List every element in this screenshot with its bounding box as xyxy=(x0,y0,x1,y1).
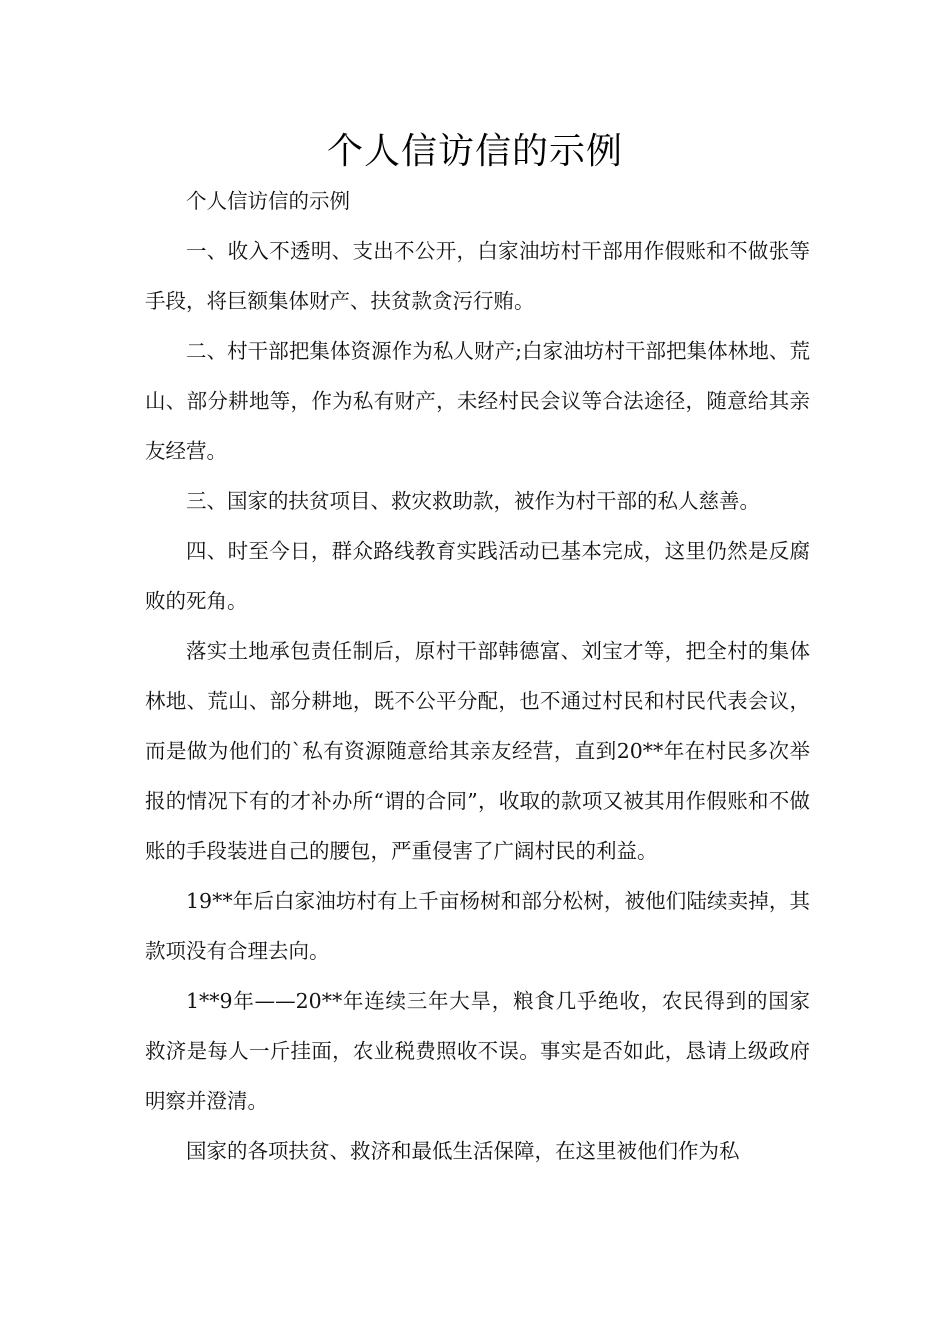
paragraph-item-2: 二、村干部把集体资源作为私人财产;白家油坊村干部把集体林地、荒山、部分耕地等，作为私有财产，未经村民会议等合法途径，随意给其亲友经营。 xyxy=(145,339,810,463)
paragraph-trees: 19**年后白家油坊村有上千亩杨树和部分松树，被他们陆续卖掉，其款项没有合理去向。 xyxy=(145,889,810,963)
paragraph-item-1: 一、收入不透明、支出不公开，白家油坊村干部用作假账和不做张等手段，将巨额集体财产、扶贫款贪污行贿。 xyxy=(145,239,810,313)
paragraph-drought: 1**9年——20**年连续三年大旱，粮食几乎绝收，农民得到的国家救济是每人一斤挂面，农业税费照收不误。事实是否如此，恳请上级政府明察并澄清。 xyxy=(145,989,810,1113)
paragraph-item-4: 四、时至今日，群众路线教育实践活动已基本完成，这里仍然是反腐败的死角。 xyxy=(145,539,810,613)
paragraph-subtitle: 个人信访信的示例 xyxy=(186,189,350,213)
paragraph-item-3: 三、国家的扶贫项目、救灾救助款，被作为村干部的私人慈善。 xyxy=(186,489,760,513)
document-body xyxy=(145,176,810,1176)
document-title: 个人信访信的示例 xyxy=(326,131,623,172)
paragraph-relief: 国家的各项扶贫、救济和最低生活保障，在这里被他们作为私 xyxy=(186,1139,740,1163)
paragraph-land-contract: 落实土地承包责任制后，原村干部韩德富、刘宝才等，把全村的集体林地、荒山、部分耕地，既不公平分配，也不通过村民和村民代表会议，而是做为他们的`私有资源随意给其亲友经营，直到20**年在村民多次举报的情况下有的才补办所“谓的合同”，收取的款项又被其用作假账和不做账的手段装进自己的腰包，严重侵害了广阔村民的利益。 xyxy=(145,639,810,863)
